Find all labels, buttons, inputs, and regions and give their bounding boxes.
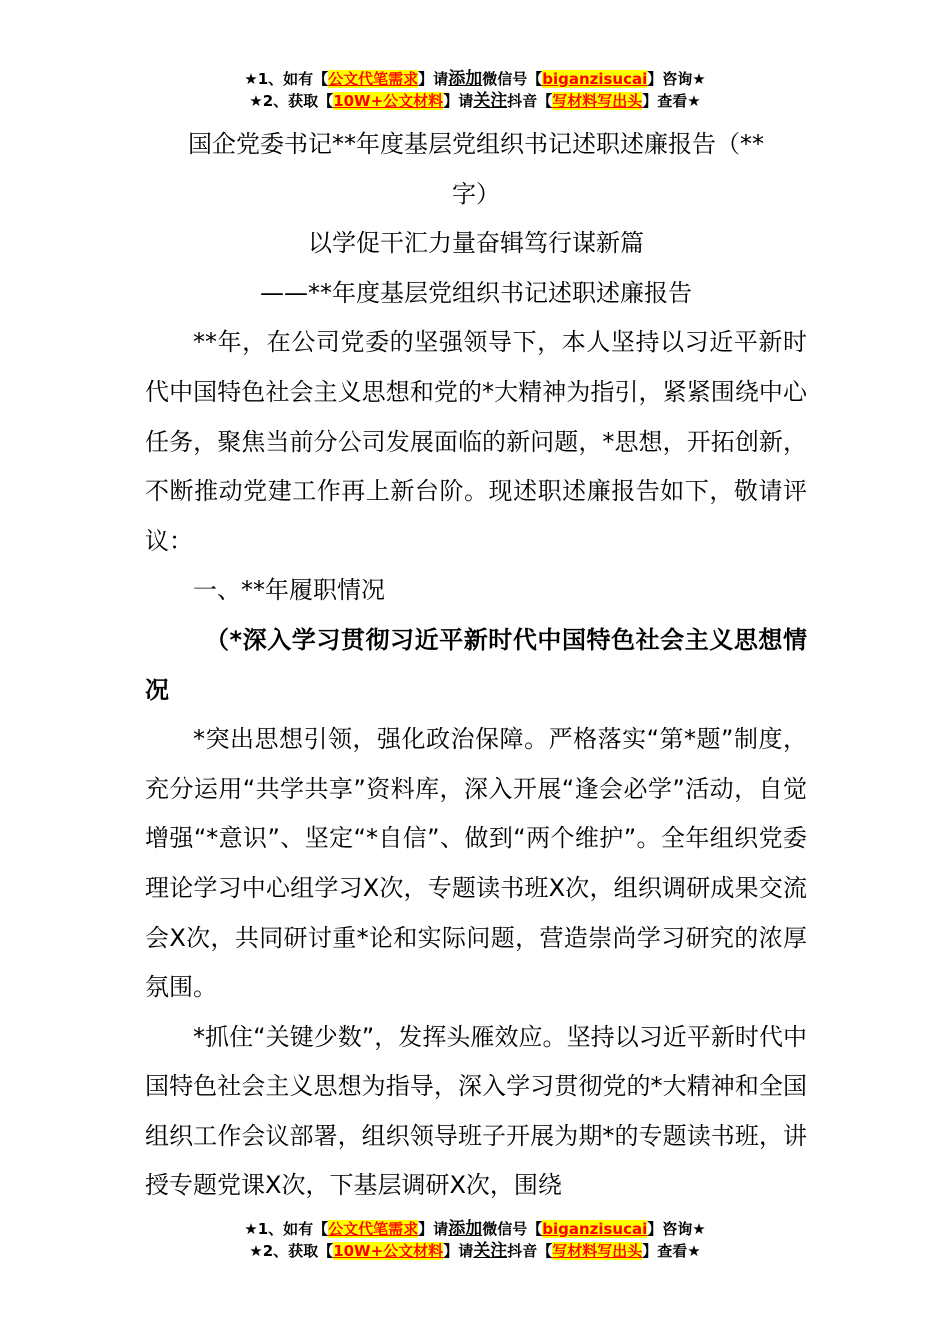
banner-highlight-douyin-account: 写材料写出头 bbox=[552, 1242, 643, 1260]
banner-bold-add: 添加 bbox=[448, 1219, 483, 1239]
top-banner bbox=[0, 68, 950, 112]
banner-highlight-douyin-account: 写材料写出头 bbox=[552, 92, 643, 110]
banner-prefix: ★2、获取【 bbox=[249, 1242, 334, 1260]
banner-text: 抖音【 bbox=[507, 1242, 553, 1260]
banner-highlight-wechat-id: biganzisucai bbox=[542, 70, 648, 88]
banner-line-2 bbox=[0, 90, 950, 112]
doc-title-line-1: 国企党委书记**年度基层党组织书记述职述廉报告（** bbox=[188, 130, 764, 158]
banner-text: 】请 bbox=[418, 70, 449, 88]
banner-highlight-materials: 10W+公文材料 bbox=[333, 92, 444, 110]
body-paragraph: *突出思想引领，强化政治保障。严格落实“第*题”制度，充分运用“共学共享”资料库，深入开展“逢会必学”活动，自觉增强“*意识”、坚定“*自信”、做到“两个维护”。全年组织党委理论学习中心组学习X次，专题读书班X次，组织调研成果交流会X次，共同研讨重*论和实际问题，营造崇尚学习研究的浓厚氛围。 bbox=[145, 725, 807, 1002]
banner-suffix: 】查看★ bbox=[642, 1242, 701, 1260]
banner-bold-follow: 关注 bbox=[473, 1241, 508, 1261]
banner-highlight-writing-service: 公文代笔需求 bbox=[328, 1220, 419, 1238]
section-heading: 一、**年履职情况 bbox=[193, 576, 385, 605]
subtitle: ——**年度基层党组织书记述职述廉报告 bbox=[260, 278, 692, 307]
subsection-heading: （*深入学习贯彻习近平新时代中国特色社会主义思想情况 bbox=[145, 625, 807, 704]
banner-bold-follow: 关注 bbox=[473, 91, 508, 111]
banner-text: 抖音【 bbox=[507, 92, 553, 110]
banner-prefix: ★2、获取【 bbox=[249, 92, 334, 110]
intro-paragraph: **年，在公司党委的坚强领导下，本人坚持以习近平新时代中国特色社会主义思想和党的*大精神为指引，紧紧围绕中心任务，聚焦当前分公司发展面临的新问题，*思想，开拓创新，不断推动党建工作再上新台阶。现述职述廉报告如下，敬请评议： bbox=[145, 328, 807, 555]
banner-line-2 bbox=[0, 1240, 950, 1262]
banner-text: 】请 bbox=[418, 1220, 449, 1238]
banner-text: 微信号【 bbox=[482, 1220, 543, 1238]
banner-text: 】请 bbox=[443, 1242, 474, 1260]
main-title: 以学促干汇力量奋辑笃行谋新篇 bbox=[308, 229, 644, 258]
banner-suffix: 】咨询★ bbox=[647, 1220, 706, 1238]
banner-text: 微信号【 bbox=[482, 70, 543, 88]
banner-bold-add: 添加 bbox=[448, 69, 483, 89]
doc-title-line-2: 字） bbox=[452, 179, 500, 208]
banner-highlight-wechat-id: biganzisucai bbox=[542, 1220, 648, 1238]
banner-highlight-materials: 10W+公文材料 bbox=[333, 1242, 444, 1260]
document-body bbox=[145, 120, 807, 1211]
banner-highlight-writing-service: 公文代笔需求 bbox=[328, 70, 419, 88]
banner-line-1 bbox=[0, 68, 950, 90]
banner-line-1 bbox=[0, 1218, 950, 1240]
banner-text: 】请 bbox=[443, 92, 474, 110]
bottom-banner bbox=[0, 1218, 950, 1262]
banner-suffix: 】查看★ bbox=[642, 92, 701, 110]
banner-suffix: 】咨询★ bbox=[647, 70, 706, 88]
banner-prefix: ★1、如有【 bbox=[244, 70, 329, 88]
banner-prefix: ★1、如有【 bbox=[244, 1220, 329, 1238]
body-paragraph: *抓住“关键少数”，发挥头雁效应。坚持以习近平新时代中国特色社会主义思想为指导，深入学习贯彻党的*大精神和全国组织工作会议部署，组织领导班子开展为期*的专题读书班，讲授专题党课X次，下基层调研X次，围绕 bbox=[145, 1022, 807, 1200]
